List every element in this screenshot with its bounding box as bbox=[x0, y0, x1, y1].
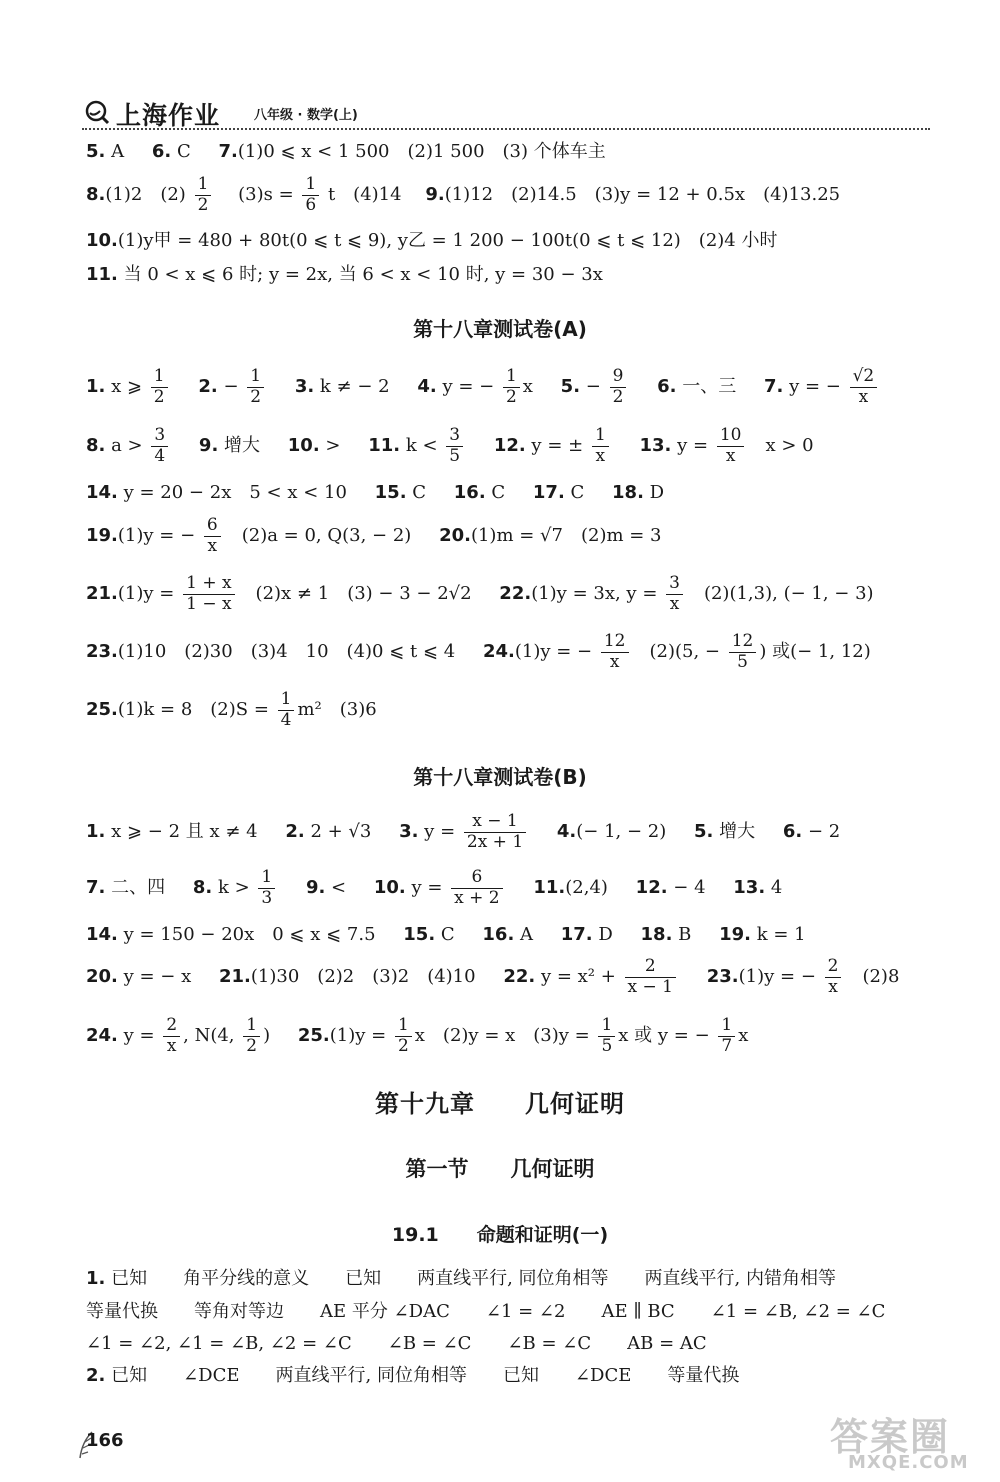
fraction: $\frac{12}{5}$ bbox=[729, 632, 757, 672]
answer-line: 10.(1)y甲 = 480 + 80t(0 ⩽ t ⩽ 9), y乙 = 1 200 − 100t(0 ⩽ t ⩽ 12) (2)4 小时 bbox=[86, 230, 778, 251]
fraction: $\frac{1}{5}$ bbox=[598, 1016, 615, 1056]
answer-line: 19.(1)y = − $\frac{6}{x}$ (2)a = 0, Q(3, − 2) 20.(1)m = √7 (2)m = 3 bbox=[86, 515, 662, 556]
watermark-url: MXQE.COM bbox=[848, 1452, 969, 1473]
answer-line: 8. a > $\frac{3}{4}$ 9. 增大 10. > 11. k < $\frac{3}{5}$ 12. y = ± $\frac{1}{x}$ 13. y = $\frac{10}{x}$ x > 0 bbox=[86, 425, 814, 466]
answer-line: ∠1 = ∠2, ∠1 = ∠B, ∠2 = ∠C ∠B = ∠C ∠B = ∠C AB = AC bbox=[86, 1333, 707, 1354]
answer-line: 等量代换 等角对等边 AE 平分 ∠DAC ∠1 = ∠2 AE ∥ BC ∠1 = ∠B, ∠2 = ∠C bbox=[86, 1301, 886, 1322]
fraction: $\frac{3}{5}$ bbox=[446, 426, 463, 466]
page-header bbox=[82, 96, 930, 132]
answer-line: 1. x ⩾ − 2 且 x ≠ 4 2. 2 + √3 3. y = $\frac{x - 1}{2x + 1}$ 4.(− 1, − 2) 5. 增大 6. − 2 bbox=[86, 811, 841, 852]
page-number: 166 bbox=[86, 1430, 124, 1451]
fraction: $\frac{1}{x}$ bbox=[592, 426, 609, 466]
watermark bbox=[810, 1400, 990, 1478]
fraction: $\frac{1}{2}$ bbox=[151, 367, 168, 407]
answer-line: 14. y = 150 − 20x 0 ⩽ x ⩽ 7.5 15. C 16. A 17. D 18. B 19. k = 1 bbox=[86, 924, 806, 945]
fraction: $\frac{3}{4}$ bbox=[151, 426, 168, 466]
answer-line: 14. y = 20 − 2x 5 < x < 10 15. C 16. C 17. C 18. D bbox=[86, 482, 665, 503]
fraction: $\frac{12}{x}$ bbox=[601, 632, 629, 672]
answer-line: 7. 二、四 8. k > $\frac{1}{3}$ 9. < 10. y = $\frac{6}{x + 2}$ 11.(2,4) 12. − 4 13. 4 bbox=[86, 867, 783, 908]
fraction: $\frac{1}{6}$ bbox=[302, 175, 319, 215]
fraction: $\frac{9}{2}$ bbox=[610, 367, 627, 407]
fraction: $\frac{√2}{x}$ bbox=[850, 367, 878, 407]
brand-title: 上海作业 bbox=[116, 101, 221, 130]
subject-label: 八年级 · 数学(上) bbox=[254, 108, 358, 123]
fraction: $\frac{x - 1}{2x + 1}$ bbox=[464, 812, 526, 852]
answer-line: 25.(1)k = 8 (2)S = $\frac{1}{4}$ m² (3)6 bbox=[86, 689, 377, 730]
chapter-title: 第十九章 几何证明 bbox=[375, 1090, 625, 1118]
subsection-title: 19.1 命题和证明(一) bbox=[391, 1224, 609, 1246]
fraction: $\frac{1 + x}{1 - x}$ bbox=[183, 574, 234, 614]
fraction: $\frac{1}{4}$ bbox=[278, 690, 295, 730]
fraction: $\frac{2}{x}$ bbox=[163, 1016, 180, 1056]
answer-line: 5. A 6. C 7.(1)0 ⩽ x < 1 500 (2)1 500 (3) 个体车主 bbox=[86, 141, 606, 162]
fraction: $\frac{1}{3}$ bbox=[258, 868, 275, 908]
answer-line: 21.(1)y = $\frac{1 + x}{1 - x}$ (2)x ≠ 1 (3) − 3 − 2√2 22.(1)y = 3x, y = $\frac{3}{x}$ (2)(1,3), (− 1, − 3) bbox=[86, 573, 874, 614]
answer-line: 24. y = $\frac{2}{x}$ , N(4, $\frac{1}{2}$ ) 25.(1)y = $\frac{1}{2}$ x (2)y = x (3)y = $\frac{1}{5}$ x 或 y = − $\frac{1}{7}$ x bbox=[86, 1015, 749, 1056]
answer-line: 2. 已知 ∠DCE 两直线平行, 同位角相等 已知 ∠DCE 等量代换 bbox=[86, 1365, 740, 1386]
fraction: $\frac{6}{x}$ bbox=[204, 516, 221, 556]
fraction: $\frac{1}{2}$ bbox=[247, 367, 264, 407]
fraction: $\frac{1}{2}$ bbox=[503, 367, 520, 407]
watermark-logo-text: 答案圈 bbox=[830, 1415, 951, 1459]
answer-line: 20. y = − x 21.(1)30 (2)2 (3)2 (4)10 22. y = x² + $\frac{2}{x - 1}$ 23.(1)y = − $\frac{2}{x}$ (2)8 bbox=[86, 956, 900, 997]
answer-line: 23.(1)10 (2)30 (3)4 10 (4)0 ⩽ t ⩽ 4 24.(1)y = − $\frac{12}{x}$ (2)(5, − $\frac{12}{5}$ ) 或(− 1, 12) bbox=[86, 631, 871, 672]
fraction: $\frac{2}{x}$ bbox=[825, 957, 842, 997]
answer-line: 11. 当 0 < x ⩽ 6 时; y = 2x, 当 6 < x < 10 时, y = 30 − 3x bbox=[86, 264, 603, 285]
fraction: $\frac{2}{x - 1}$ bbox=[625, 957, 676, 997]
fraction: $\frac{1}{2}$ bbox=[395, 1016, 412, 1056]
fraction: $\frac{1}{2}$ bbox=[195, 175, 212, 215]
fraction: $\frac{1}{2}$ bbox=[243, 1016, 260, 1056]
answer-line: 1. 已知 角平分线的意义 已知 两直线平行, 同位角相等 两直线平行, 内错角相等 bbox=[86, 1268, 836, 1289]
fraction: $\frac{10}{x}$ bbox=[717, 426, 745, 466]
fraction: $\frac{1}{7}$ bbox=[718, 1016, 735, 1056]
fraction: $\frac{6}{x + 2}$ bbox=[451, 868, 502, 908]
header-divider bbox=[82, 128, 930, 130]
answer-line: 8.(1)2 (2) $\frac{1}{2}$ (3)s = $\frac{1}{6}$ t (4)14 9.(1)12 (2)14.5 (3)y = 12 + 0.5x (4)13.25 bbox=[86, 174, 841, 215]
section-title: 第一节 几何证明 bbox=[405, 1157, 595, 1181]
section-title-test-a: 第十八章测试卷(A) bbox=[413, 317, 587, 341]
fraction: $\frac{3}{x}$ bbox=[666, 574, 683, 614]
magnifier-logo-icon bbox=[84, 99, 110, 125]
section-title-test-b: 第十八章测试卷(B) bbox=[413, 765, 587, 789]
answer-line: 1. x ⩾ $\frac{1}{2}$ 2. − $\frac{1}{2}$ 3. k ≠ − 2 4. y = − $\frac{1}{2}$ x 5. − $\frac{9}{2}$ 6. 一、三 7. y = − $\frac{√2}{x}$ bbox=[86, 367, 880, 407]
